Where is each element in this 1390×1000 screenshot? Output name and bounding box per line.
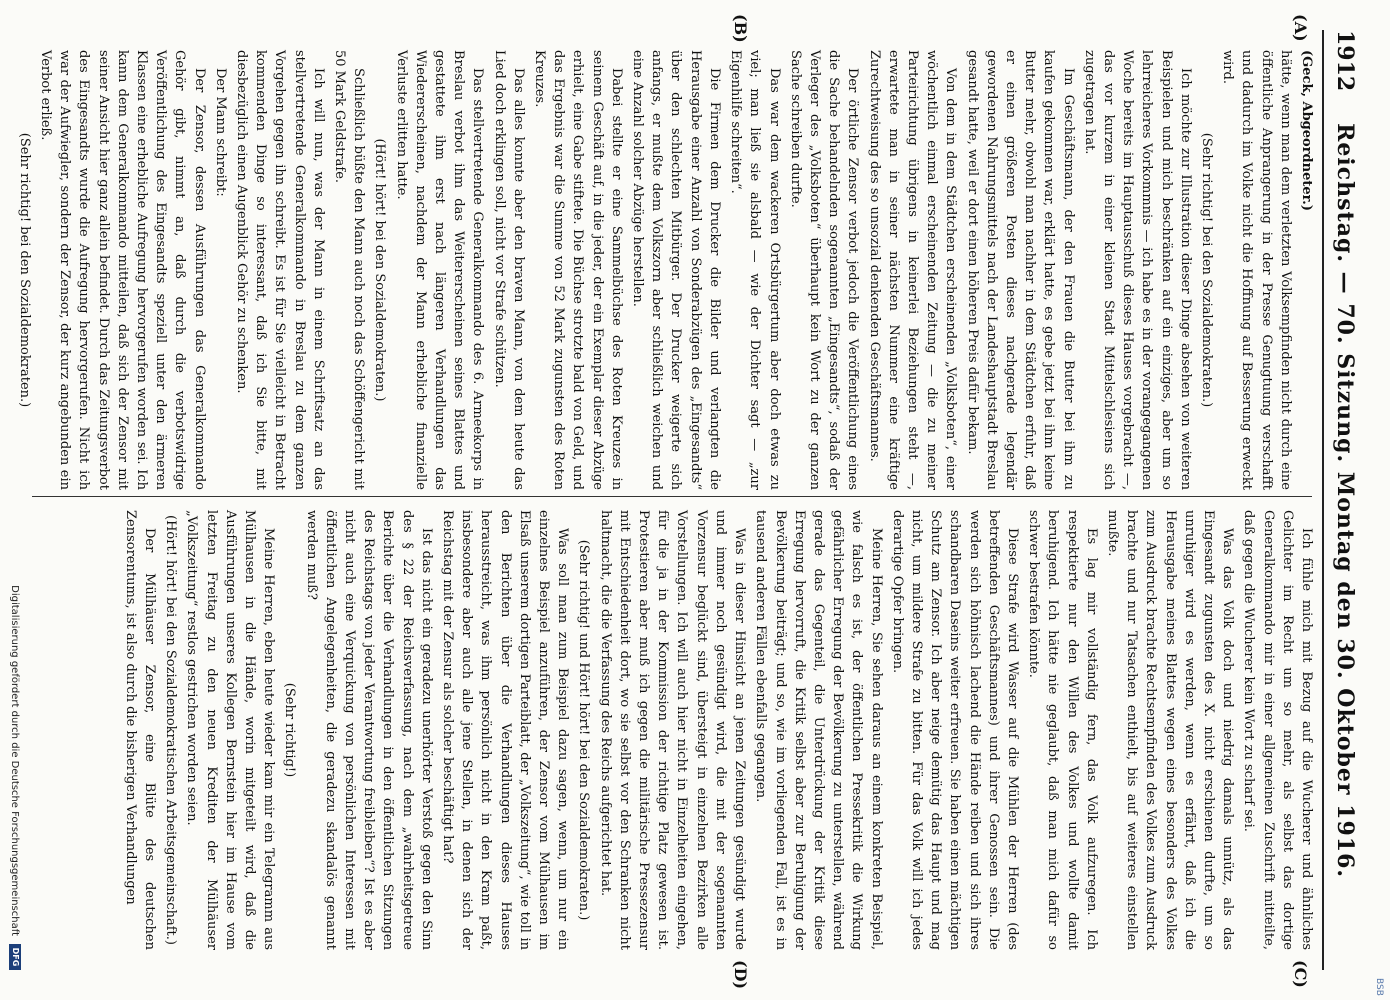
paragraph: Das alles konnte aber den braven Mann, von dem heute das Lied doch erklingen soll, nicht vor Strafe schützen.: [491, 50, 526, 490]
paragraph: Was soll man zum Beispiel dazu sagen, wenn, um nur ein einzelnes Beispiel anzuführen, der Zensor vom Mülhausen im Elsaß unserem dortigen Parteiblatt, der „Volkszeitung“, wie toll in den Berichten über die Verhandlungen dieses Hauses herausstreicht, was ihm persönlich nicht in den Kram paßt, insbesondere aber auch alle jene Stellen, in denen sich der Reichstag mit der Zensur als solcher beschäftigt hat?: [440, 510, 571, 950]
applause-note: (Hört! hört! bei den Sozialdemokratischen Arbeitsgemeinschaft.): [163, 515, 179, 945]
paragraph: hätte, wenn man dem verletzten Volksempfinden nicht durch eine öffentliche Anprangerung in der Presse Genugtuung verschafft und dadurch im Volke nicht die Hoffnung auf Besserung erweckt wird.: [1220, 50, 1293, 490]
speaker-label: (Geck, Abgeordneter.): [1299, 50, 1314, 211]
digitization-credit: [6, 30, 24, 970]
paragraph: Ich will nun, was der Mann in einem Schriftsatz an das stellvertretende Generalkommando in Breslau zu dem ganzen Vorgehen gegen ihn schreibt. Es ist für Sie vielleicht in Betracht kommenden Dinge so interessant, daß ich Sie bitte, mit diesbezüglich einen Augenblick Gehör zu schenken.: [234, 50, 326, 490]
paragraph: Der örtliche Zensor verbot jedoch die Veröffentlichung eines die Sache behandelnden sogenannten „Eingesandts“, sodaß der Verleger des „Volksboten“ überhaupt kein Wort zu der ganzen Sache schreiben durfte.: [787, 50, 861, 490]
library-stamp: BSB: [1374, 978, 1384, 996]
running-head: [1322, 30, 1366, 970]
page-title: Reichstag. — 70. Sitzung. Montag den 30. Oktober 1916.: [1332, 123, 1358, 879]
paragraph: Der Mülhäuser Zensor, eine Blüte des deutschen Zensorentums, ist also durch die bisherigen Verhandlungen: [122, 510, 158, 950]
paragraph: Im Geschäftsmann, der den Frauen die Butter bei ihm zu kaufen gekommen war, erklärt hatte, es gebe jetzt bei ihm keine Butter mehr, obwohl man nachher in dem Städtchen erfuhr, daß er einen größeren Posten dieses nachgerade legendär gewordenen Nahrungsmittels nach der Landeshauptstadt Breslau gesandt hatte, weil er dort einen höheren Preis dafür bekam.: [964, 50, 1076, 490]
paragraph: Von dem in dem Städtchen erscheinenden „Volksboten“, einer wöchentlich einmal erscheinenden Zeitung — die zu meiner Parteirichtung übrigens in keinerlei Beziehungen steht —, erwartete man in seiner nächsten Nummer eine kräftige Zurechtweisung des so unsozial denkenden Geschäftsmannes.: [866, 50, 959, 490]
paragraph: Schließlich büßte den Mann auch noch das Schöffengericht mit 50 Mark Geldstrafe.: [332, 50, 367, 490]
left-column: [16, 50, 1316, 490]
paragraph: Das war dem wackeren Ortsbürgertum aber doch etwas zu viel; man ließ sie alsbald — wie der Dichter sagt — „zur Eigenhilfe schreiten“.: [728, 50, 782, 490]
margin-letter-a: (A): [1291, 14, 1310, 42]
dfg-logo-icon: DFG: [9, 944, 21, 970]
paragraph: Die Firmen dem Drucker die Bilder und verlangten die Herausgabe einer Anzahl von Sonderabzügen des „Eingesandts“ über den schlechten Mitbürger. Der Drucker weigerte sich anfangs, er mußte dem Volkszorn aber schließlich weichen und eine Anzahl solcher Abzüge herstellen.: [630, 50, 722, 490]
credit-text: Digitalisierung gefördert durch die Deutsche Forschungsgemeinschaft: [9, 585, 21, 936]
paragraph: Es lag mir vollständig fern, das Volk aufzuregen. Ich respektierte nur den Willen des Volkes und wollte damit beruhigend. Ich hätte nie geglaubt, daß man mich dafür so schwer bestrafen könnte.: [1026, 510, 1099, 950]
paragraph: Meine Herren, Sie sehen daraus an einem konkreten Beispiel, wie falsch es ist, der öffentlichen Pressekritik die Wirkung gefährlicher Erregung der Bevölkerung zu unterstellen, während gerade das Gegenteil, die Unterdrückung der Kritik diese Erregung hervorruft, die Kritik selbst aber zur Beruhigung der Bevölkerung beiträgt; und so, wie im vorliegenden Fall, ist es in tausend anderen Fällen ebenfalls gegangen.: [753, 510, 884, 950]
applause-note: (Hört! hört! bei den Sozialdemokraten.): [372, 138, 388, 402]
page-number: 1912: [1332, 30, 1358, 92]
applause-note: (Sehr richtig!): [282, 682, 298, 778]
applause-note: (Sehr richtig! bei den Sozialdemokraten.): [16, 132, 32, 408]
paragraph: Meine Herren, eben heute wieder kam mir ein Telegramm aus Mülhausen in die Hände, worin mitgeteilt wird, daß die Ausführungen unseres Kollegen Bernstein hier im Hause vom letzten Freitag zu den neuen Krediten der Mülhäuser „Volkszeitung“ restlos gestrichen worden seien.: [184, 510, 277, 950]
applause-note: (Sehr richtig! bei den Sozialdemokraten.): [1198, 132, 1214, 408]
paragraph: Was das Volk doch und niedrig damals unnütz, als das Eingesandt zugunsten des X. nicht erschienen durfte, um so unruhiger wird es werden, wenn es erfährt, daß ich die Herausgabe meines Blattes wegen eines besonders des Volkes zum Ausdruck brachte Rechtsempfinden des Volkes zum Ausdruck brachte und nur Tatsachen enthielt, bis auf weiteres einstellen mußte.: [1104, 510, 1236, 950]
margin-letter-d: (D): [731, 960, 750, 990]
column-rule: [32, 496, 1312, 497]
right-column: [26, 510, 1316, 950]
paragraph: Was in dieser Hinsicht an jenen Zeitungen gesündigt wurde und immer noch gesündigt wird, die mit der sogenannten Vorzensur beglückt sind, übersteigt in einzelnen Bezirken alle Vorstellungen. Ich will auch hier nicht in Einzelheiten eingehen, für die ja in der Kommission der richtige Platz gewesen ist. Protestieren aber muß ich gegen die militärische Pressezensur mit Entschiedenheit dort, wo sie selbst vor den Schranken nicht haltmacht, die die Verfassung des Reichs aufgerichtet hat.: [597, 510, 748, 950]
quotation: Der Zensor, dessen Ausführungen das Generalkommando Gehör gibt, nimmt an, daß durch die verbotswidrige Veröffentlichung des Eingesandts speziell unter den ärmeren Klassen eine erhebliche Aufregung hervorgerufen worden sei. Ich kann dem Generalkommando mitteilen, daß sich der Zensor mit seiner Ansicht hier ganz allein befindet. Durch das Zeitungsverbot des Eingesandts wurde die Aufregung hervorgerufen. Nicht ich war der Aufwiegler, sondern der Zensor, der kurz angebunden ein Verbot erließ.: [38, 50, 207, 490]
paragraph: Ich möchte zur Illustration dieser Dinge absehen von weiteren Beispielen und mich beschränken auf ein einziges, aber um so lehrreicheres Vorkommnis — ich habe es in der vorangegangenen Woche bereits im Hauptausschuß dieses Hauses vorgebracht —, das vor kurzem in einer kleinen Stadt Mittelschlesiens sich zugetragen hat.: [1081, 50, 1193, 490]
paragraph: Dabei stellte er eine Sammelbüchse des Roten Kreuzes in seinem Geschäft auf, in die jeder, der ein Exemplar dieser Abzüge erhielt, eine Gabe stiftete. Die Büchse strotzte bald von Geld, und das Ergebnis war die Summe von 52 Mark zugunsten des Roten Kreuzes.: [532, 50, 624, 490]
paragraph: Der Mann schreibt:: [212, 68, 228, 197]
margin-letter-b: (B): [731, 14, 750, 43]
paragraph: Ich fühle mich mit Bezug auf die Wucherer und ähnliches Gelichter im Recht um so mehr, als selbst das dortige Generalkommando mir in einer allgemeinen Zuschrift mitteilte, daß gegen die Wucherer kein Wort zu scharf sei.: [1241, 510, 1314, 950]
margin-letter-c: (C): [1291, 960, 1310, 988]
paragraph: Das stellvertretende Generalkommando des 6. Armeekorps in Breslau verbot ihm das Weitererscheinen seines Blattes und gestattete ihm erst nach längeren Verhandlungen das Wiedererscheinen, nachdem der Mann erhebliche finanzielle Verluste erlitten hatte.: [393, 50, 486, 490]
applause-note: (Sehr richtig! und Hört! hört! bei den Sozialdemokraten.): [576, 539, 592, 921]
paragraph: Diese Strafe wird Wasser auf die Mühlen der Herren (des betreffenden Geschäftsmannes) und ihrer Genossen sein. Die werden sich höhnisch lachend die Hände reiben und sich ihres schandbaren Daseins weiter erfreuen. Sie haben einen mächtigen Schutz am Zensor. Ich aber neige demütig das Haupt und mag nicht, um mildere Strafe zu bitten. Für das Volk will ich jedes derartige Opfer bringen.: [889, 510, 1020, 950]
paragraph: Ist das nicht ein geradezu unerhörter Verstoß gegen den Sinn des § 22 der Reichsverfassung, nach dem „wahrheitsgetreue Berichte über die Verhandlungen in den öffentlichen Sitzungen des Reichstags von jeder Verantwortung freibleiben“? Ist es aber nicht auch eine Verquickung von persönlichen Interessen mit öffentlichen Angelegenheiten, die geradezu skandalös genannt werden muß?: [303, 510, 434, 950]
